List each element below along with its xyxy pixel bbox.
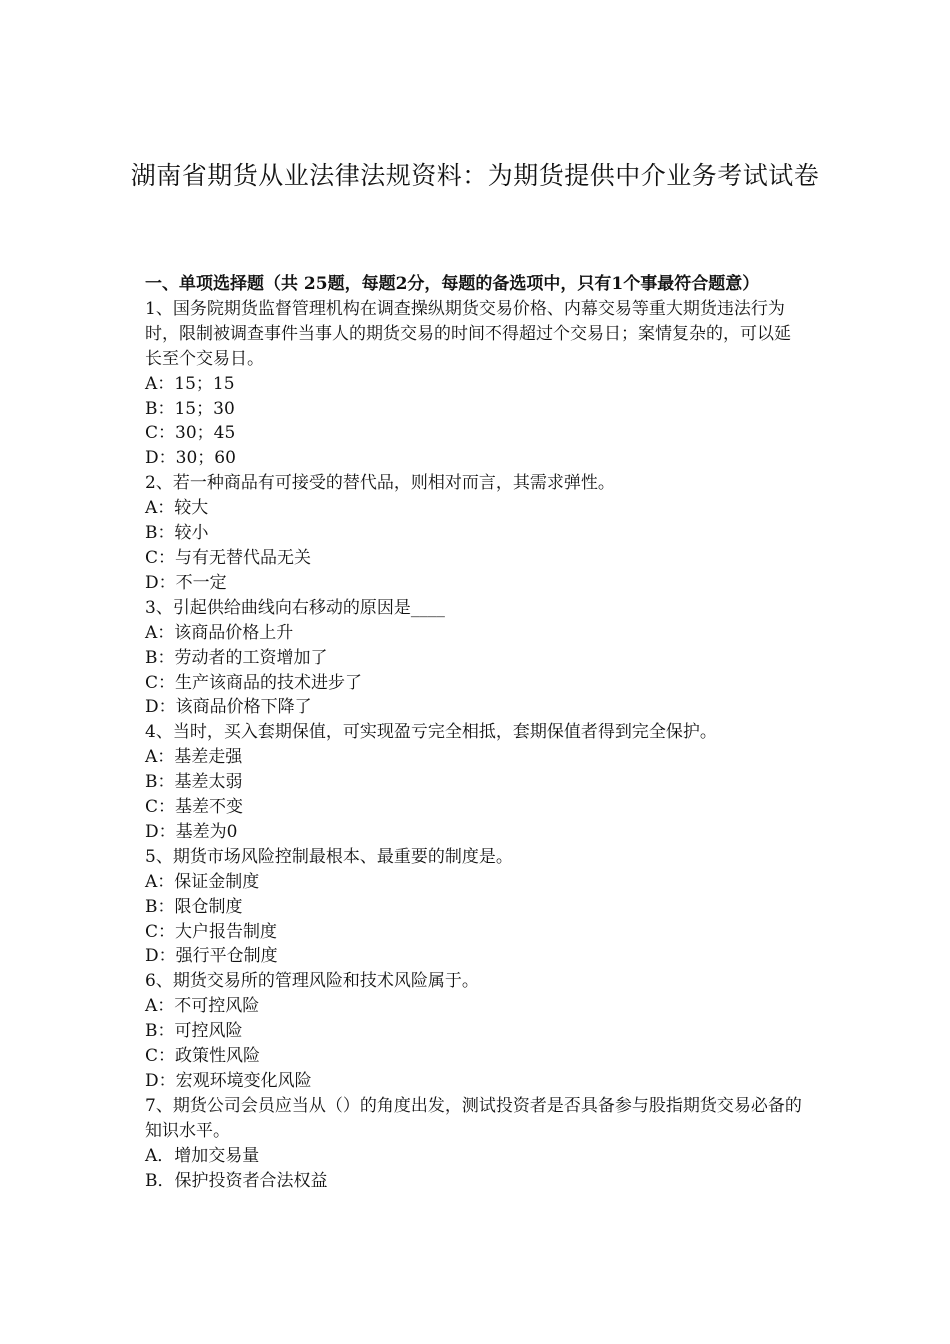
question-stem: 7、期货公司会员应当从（）的角度出发，测试投资者是否具备参与股指期货交易必备的知识水平。 <box>145 1095 802 1141</box>
question-stem: 6、期货交易所的管理风险和技术风险属于。 <box>145 971 479 992</box>
question-3 <box>145 596 807 721</box>
option-c: C：30；45 <box>145 423 236 444</box>
option-a: A：该商品价格上升 <box>145 622 294 643</box>
option-c: C：生产该商品的技术进步了 <box>145 672 363 693</box>
option-b: B：基差太弱 <box>145 772 243 793</box>
option-b: B：可控风险 <box>145 1021 243 1042</box>
question-stem: 5、期货市场风险控制最根本、最重要的制度是。 <box>145 846 513 867</box>
option-a: A：不可控风险 <box>145 996 260 1017</box>
question-4 <box>145 720 807 845</box>
question-5 <box>145 845 807 970</box>
option-d: D：该商品价格下降了 <box>145 697 312 718</box>
question-1 <box>145 297 807 471</box>
option-b: B：15；30 <box>145 398 235 419</box>
question-7 <box>145 1094 807 1194</box>
question-stem: 1、国务院期货监督管理机构在调查操纵期货交易价格、内幕交易等重大期货违法行为时，限制被调查事件当事人的期货交易的时间不得超过个交易日；案情复杂的，可以延长至个交易日。 <box>145 298 791 369</box>
question-stem: 2、若一种商品有可接受的替代品，则相对而言，其需求弹性。 <box>145 473 615 494</box>
document-title: 湖南省期货从业法律法规资料：为期货提供中介业务考试试卷 <box>130 161 820 190</box>
option-d: D：基差为0 <box>145 821 238 842</box>
option-c: C：基差不变 <box>145 797 244 818</box>
question-stem: 4、当时，买入套期保值，可实现盈亏完全相抵，套期保值者得到完全保护。 <box>145 722 717 743</box>
option-b: B：较小 <box>145 523 209 544</box>
option-b: B：劳动者的工资增加了 <box>145 647 328 668</box>
option-a: A：保证金制度 <box>145 871 260 892</box>
option-c: C：大户报告制度 <box>145 921 278 942</box>
option-b: B．保护投资者合法权益 <box>145 1170 328 1191</box>
option-a: A：较大 <box>145 498 209 519</box>
option-c: C：政策性风险 <box>145 1046 261 1067</box>
option-a: A：15；15 <box>145 373 235 394</box>
option-a: A：基差走强 <box>145 747 243 768</box>
document-body <box>145 272 807 1194</box>
option-d: D：不一定 <box>145 572 227 593</box>
option-d: D：宏观环境变化风险 <box>145 1071 312 1091</box>
option-b: B：限仓制度 <box>145 896 243 917</box>
question-6 <box>145 969 807 1094</box>
question-stem: 3、引起供给曲线向右移动的原因是____ <box>145 597 445 618</box>
option-d: D：30；60 <box>145 448 236 469</box>
option-d: D：强行平仓制度 <box>145 946 278 967</box>
option-c: C：与有无替代品无关 <box>145 547 312 568</box>
option-a: A．增加交易量 <box>145 1145 260 1166</box>
section-heading: 一、单项选择题（共 25题，每题2分，每题的备选项中，只有1个事最符合题意） <box>145 274 760 294</box>
question-2 <box>145 471 807 596</box>
